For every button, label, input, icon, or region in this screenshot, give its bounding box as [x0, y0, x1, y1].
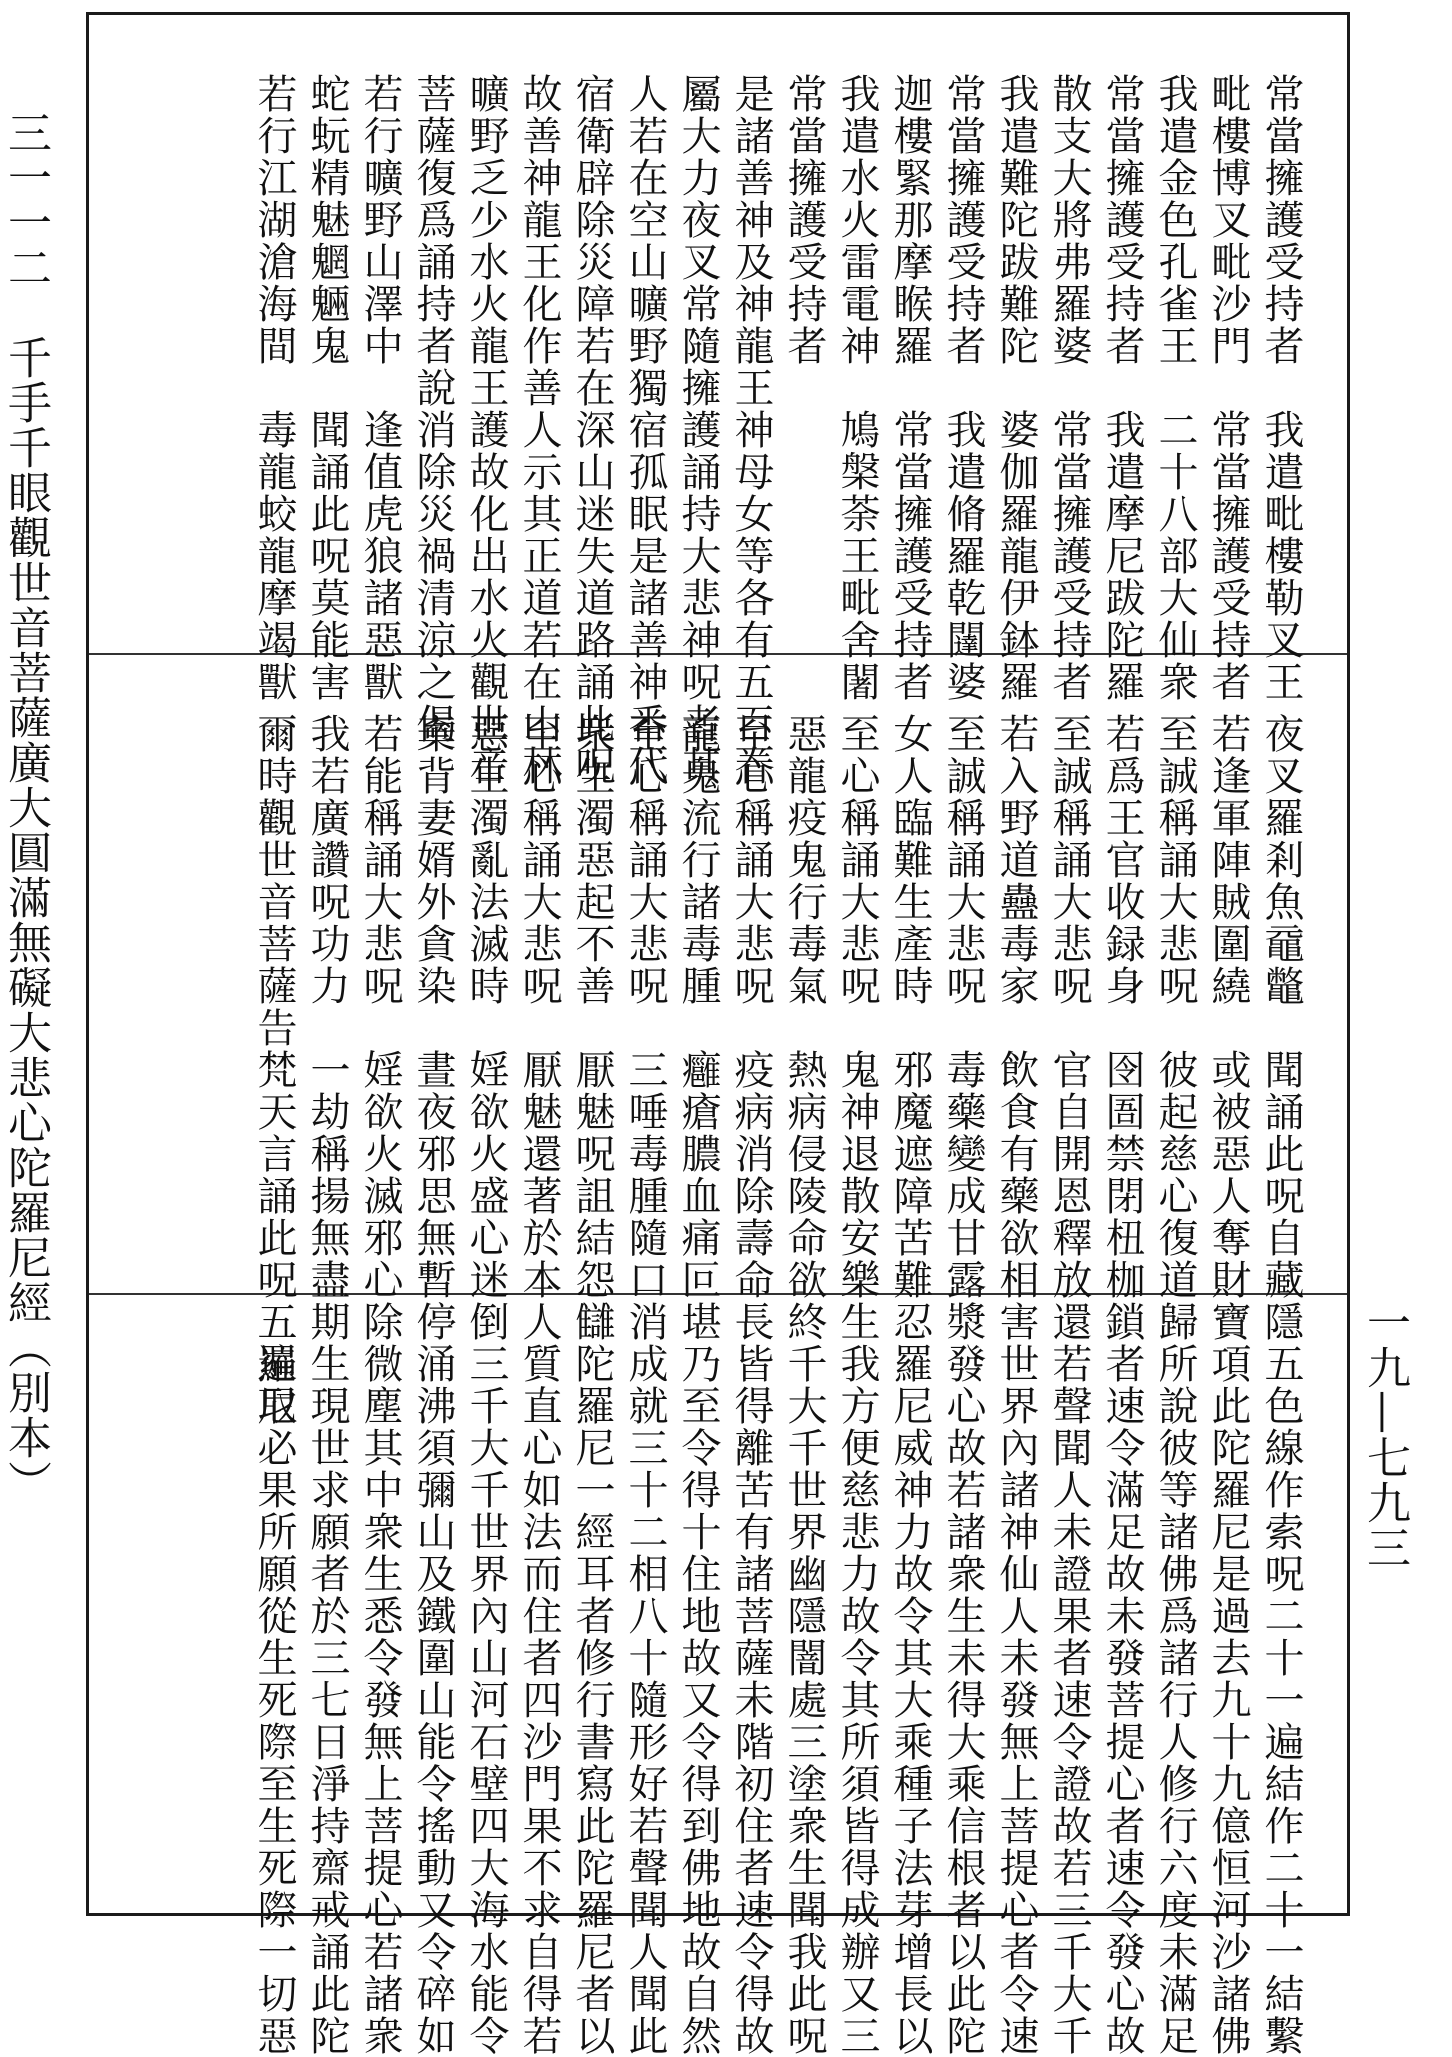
- text-column: 至誠稱誦大悲呪 官自開恩釋放還: [1046, 713, 1092, 1343]
- text-column: 項此陀羅尼是過去九十九億恒河沙諸佛: [1205, 1343, 1251, 2057]
- text-column: 常當擁護受持者: [781, 73, 827, 367]
- text-column: 若行曠野山澤中 逢值虎狼諸惡獸: [357, 73, 403, 703]
- text-column: 乃至令得十住地故又令得到佛地故自然: [675, 1343, 721, 2057]
- side-title: 三一一二 千手千眼觀世音菩薩廣大圓滿無礙大悲心陀羅尼經（別本）: [0, 110, 51, 1505]
- text-column: 發心故若諸衆生未得大乘信根者以此陀: [940, 1343, 986, 2057]
- text-column: 屬大力夜叉常隨擁護誦持大悲神呪者其: [675, 73, 721, 787]
- text-column: 三千大千世界內山河石壁四大海水能令: [463, 1343, 509, 2057]
- text-column: 羅尼必果所願從生死際至生死際一切惡: [251, 1343, 297, 2057]
- text-column: 羅尼威神力故令其大乘種子法芽增長以: [887, 1343, 933, 2057]
- text-column: 是諸善神及神龍王神母女等各有五百眷: [728, 73, 774, 787]
- text-column: 千大千世界幽隱闇處三塗衆生聞我此呪: [781, 1343, 827, 2057]
- text-column: 曠野乏少水火龍王護故化出水火觀世音: [463, 73, 509, 787]
- text-column: 者速令滿足故未發菩提心者速令發心故: [1099, 1343, 1145, 2057]
- text-column: 至心稱誦大悲呪 鬼神退散安樂生: [834, 713, 880, 1343]
- text-column: 棄背妻婿外貪染 晝夜邪思無暫停: [410, 713, 456, 1343]
- panel-middle: [89, 655, 1347, 1427]
- text-column: 惡生濁亂法滅時 婬欲火盛心迷倒: [463, 713, 509, 1343]
- text-column: 宿衛辟除災障若在深山迷失道路誦此呪: [569, 73, 615, 787]
- text-column: 惡龍疫鬼行毒氣 熱病侵陵命欲終: [781, 713, 827, 1343]
- text-column: 散支大將弗羅婆 常當擁護受持者: [1046, 73, 1092, 703]
- column-group: [247, 1343, 1307, 2057]
- text-column: 若能稱誦大悲呪 婬欲火滅邪心除: [357, 713, 403, 1343]
- text-column: 故善神龍王化作善人示其正道若在山林: [516, 73, 562, 787]
- text-column: 所說彼等諸佛爲諸行人修行六度未滿足: [1152, 1343, 1198, 2057]
- text-column: 若爲王官收録身 囹圄禁閉杻枷鎖: [1099, 713, 1145, 1343]
- text-column: 迦樓緊那摩睺羅 常當擁護受持者: [887, 73, 933, 703]
- text-column: 微塵其中衆生悉令發無上菩提心若諸衆: [357, 1343, 403, 2057]
- text-column: 至心稱誦大悲呪 疫病消除壽命長: [728, 713, 774, 1343]
- text-column: 常當擁護受持者 我遣摩尼跋陀羅: [1099, 73, 1145, 703]
- text-column: 龍鬼流行諸毒腫 癰瘡膿血痛叵堪: [675, 713, 721, 1343]
- text-column: 我遣難陀跋難陀 婆伽羅龍伊鉢羅: [993, 73, 1039, 703]
- text-column: 五色線作索呪二十一遍結作二十一結繫: [1258, 1343, 1304, 2057]
- text-column: 若行江湖滄海間 毒龍蛟龍摩竭獸: [251, 73, 297, 703]
- panel-top: [89, 15, 1347, 787]
- text-column: 我遣金色孔雀王 二十八部大仙衆: [1152, 73, 1198, 703]
- text-column: 成就三十二相八十隨形好若聲聞人聞此: [622, 1343, 668, 2057]
- text-column: 皆得離苦有諸菩薩未階初住者速令得故: [728, 1343, 774, 2057]
- text-column: 我遣水火雷電神 鳩槃荼王毗舍闍: [834, 73, 880, 703]
- text-column: 質直心如法而住者四沙門果不求自得若: [516, 1343, 562, 2057]
- text-column: 我方便慈悲力故令其所須皆得成辦又三: [834, 1343, 880, 2057]
- text-column: 至誠稱誦大悲呪 毒藥變成甘露漿: [940, 713, 986, 1343]
- text-column: 毗樓博叉毗沙門 常當擁護受持者: [1205, 73, 1251, 703]
- text-column: 常當擁護受持者 我遣脩羅乾闥婆: [940, 73, 986, 703]
- text-column: 菩薩復爲誦持者說消除災禍清涼之偈: [410, 73, 456, 745]
- text-column: 世界內諸神仙人未發無上菩提心者令速: [993, 1343, 1039, 2057]
- panel-bottom: [89, 1295, 1347, 2057]
- text-column: 爾時觀世音菩薩告梵天言誦此呪五遍取: [251, 713, 297, 1427]
- text-column: 常當擁護受持者 我遣毗樓勒叉王: [1258, 73, 1304, 703]
- scripture-frame: [86, 12, 1350, 2057]
- text-column: 至心稱誦大悲呪 厭魅還著於本人: [516, 713, 562, 1343]
- text-column: 我若廣讚呪功力 一劫稱揚無盡期: [304, 713, 350, 1343]
- text-column: 若逢軍陣賊圍繞 或被惡人奪財寶: [1205, 713, 1251, 1343]
- text-column: 若入野道蠱毒家 飲食有藥欲相害: [993, 713, 1039, 1343]
- text-column: 生現世求願者於三七日淨持齋戒誦此陀: [304, 1343, 350, 2057]
- text-column: 衆生濁惡起不善 厭魅呪詛結怨讎: [569, 713, 615, 1343]
- text-column: 人若在空山曠野獨宿孤眠是諸善神番代: [622, 73, 668, 787]
- text-column: 若聲聞人未證果者速令證故若三千大千: [1046, 1343, 1092, 2057]
- text-column: 至心稱誦大悲呪 三唾毒腫隨口消: [622, 713, 668, 1343]
- text-column: 女人臨難生產時 邪魔遮障苦難忍: [887, 713, 933, 1343]
- page-number: 一九—七九三: [1359, 1300, 1410, 1570]
- text-column: 至誠稱誦大悲呪 彼起慈心復道歸: [1152, 713, 1198, 1343]
- text-column: 夜叉羅剎魚黿鼈 聞誦此呪自藏隱: [1258, 713, 1304, 1343]
- text-column: 陀羅尼一經耳者修行書寫此陀羅尼者以: [569, 1343, 615, 2057]
- text-column: 蛇蚖精魅魍魎鬼 聞誦此呪莫能害: [304, 73, 350, 703]
- text-column: 涌沸須彌山及鐵圍山能令搖動又令碎如: [410, 1343, 456, 2057]
